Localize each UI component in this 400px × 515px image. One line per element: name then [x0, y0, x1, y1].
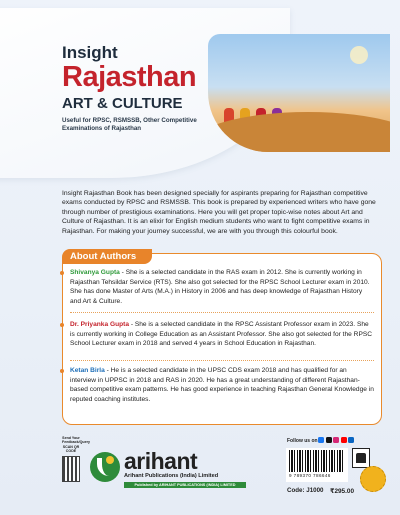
publisher-logo	[124, 449, 246, 488]
qr-code-icon[interactable]	[62, 456, 80, 482]
author-item	[70, 366, 374, 404]
sand-dune	[208, 112, 390, 152]
bullet-icon	[60, 323, 64, 327]
arihant-logo-icon	[90, 452, 120, 482]
book-description: Insight Rajasthan Book has been designed specially for aspirants preparing for Rajasthan competitive exams conducted by RPSC and RSMSSB. This book is prepared by experienced writers who have gone through number of prestigious examinations. Here you will get proper topic-wise notes about Art and Culture of Rajasthan. It is an elixir for English medium students who want to fight competitive exams in Rajasthan. For making your journey successful, we are with you through this colourful book.	[62, 190, 376, 235]
linkedin-icon[interactable]	[348, 437, 354, 443]
author-name: Dr. Priyanka Gupta	[70, 321, 129, 328]
book-price: ₹295.00	[330, 488, 354, 495]
youtube-icon[interactable]	[341, 437, 347, 443]
author-item	[70, 268, 374, 306]
follow-us-label: Follow us on	[287, 438, 318, 444]
x-icon[interactable]	[326, 437, 332, 443]
publisher-full-name: Arihant Publications (India) Limited	[124, 473, 219, 479]
barcode-number: 9 789370 786646	[289, 473, 331, 478]
authors-heading: About Authors	[62, 249, 152, 264]
author-name: Ketan Birla	[70, 367, 105, 374]
author-bio: - He is a selected candidate in the UPSC CDS exam 2018 and has qualified for an interview in UPPSC in 2018 and RAS in 2020. He has a great understanding of different Rajasthan-based competitive exam patterns. He has good experience in teaching Rajasthan General Knowledge in reputed coaching institutes.	[70, 367, 374, 403]
author-bio: - She is a selected candidate in the RPSC Assistant Professor exam in 2023. She is currently working in College Education as an Assistant Professor. She also got selected for the RPSC School Lecturer exam in 2018 and served 4 years in School Education in Rajasthan.	[70, 321, 373, 348]
price-badge	[360, 466, 386, 492]
author-item	[70, 320, 374, 349]
publisher-strip: Published by ARIHANT PUBLICATIONS (INDIA) LIMITED	[124, 482, 246, 488]
bullet-icon	[60, 271, 64, 275]
author-divider	[70, 312, 374, 313]
title-insight: Insight	[62, 43, 118, 62]
title-subtitle: Useful for RPSC, RSMSSB, Other Competitive Examinations of Rajasthan	[62, 117, 197, 132]
title-art-culture: ART & CULTURE	[62, 95, 183, 112]
bullet-icon	[60, 369, 64, 373]
social-icons	[318, 437, 354, 443]
sun-icon	[350, 46, 368, 64]
barcode-icon	[289, 450, 345, 472]
publisher-name: arihant	[124, 448, 198, 474]
title-rajasthan: Rajasthan	[62, 61, 197, 93]
book-title-block	[62, 44, 212, 132]
qr-label: Send Your Feedback/Query SCAN QR CODE	[62, 436, 90, 454]
feedback-qr-block	[62, 436, 90, 482]
author-divider	[70, 360, 374, 361]
education-icon	[352, 448, 370, 468]
isbn-barcode	[286, 448, 348, 482]
book-code: Code: J1000	[287, 487, 324, 494]
cover-photo	[208, 34, 390, 152]
author-name: Shivanya Gupta	[70, 269, 120, 276]
instagram-icon[interactable]	[333, 437, 339, 443]
facebook-icon[interactable]	[318, 437, 324, 443]
author-bio: - She is a selected candidate in the RAS exam in 2012. She is currently working in Rajasthan Tehsildar Service (RTS). She also got selected for the RPSC School Lecturer exam in 2010. She has done Master of Arts (M.A.) in History in 2006 and has deep knowledge of Rajasthan History and Art & Culture.	[70, 269, 370, 305]
